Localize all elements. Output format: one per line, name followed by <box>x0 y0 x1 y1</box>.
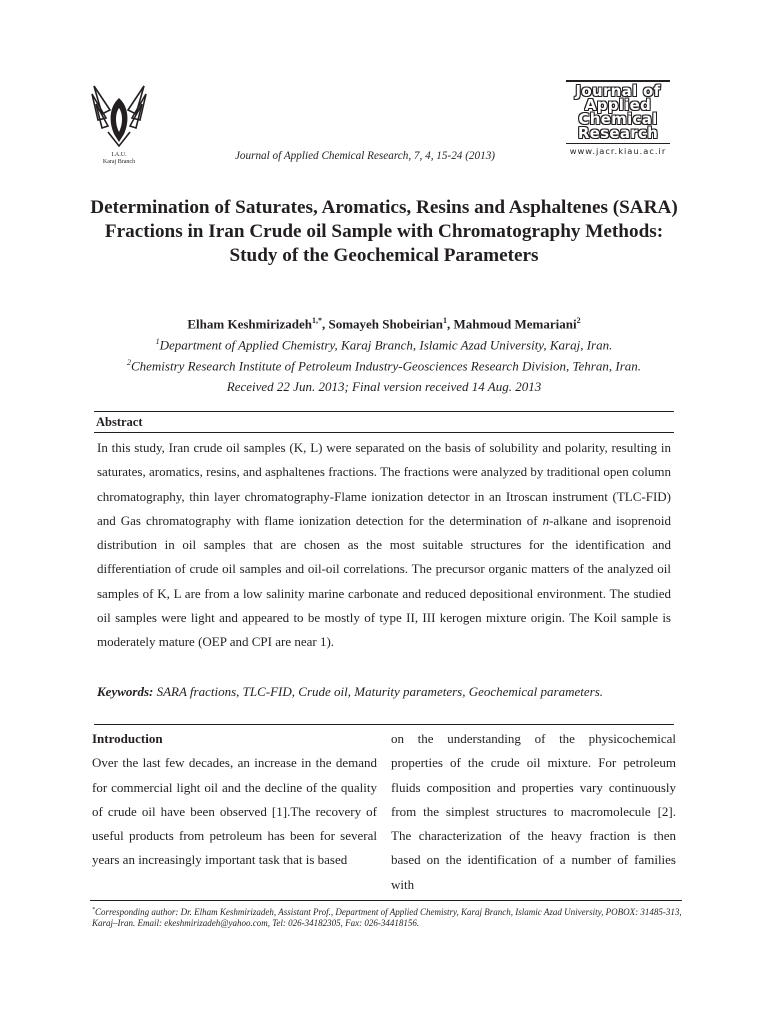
footnote <box>92 905 682 929</box>
author-list <box>80 316 688 332</box>
author-3: Mahmoud Memariani <box>453 316 577 332</box>
intro-heading: Introduction <box>92 731 163 746</box>
journal-url: www.jacr.kiau.ac.ir <box>566 143 670 156</box>
abstract-bottom-rule <box>94 724 674 725</box>
keywords-colon: : <box>149 684 154 699</box>
paper-title: Determination of Saturates, Aromatics, Resins and Asphaltenes (SARA) Fractions in Iran Crude oil Sample with Chromatography Methods: Study of the Geochemical Parameters <box>90 197 678 266</box>
keywords-label: Keywords <box>97 684 149 699</box>
affiliation-1-sup: 1 <box>155 337 160 346</box>
author-2-sup: 1 <box>442 316 447 325</box>
footnote-rule <box>90 900 682 901</box>
keywords-text: SARA fractions, TLC-FID, Crude oil, Maturity parameters, Geochemical parameters. <box>156 684 604 699</box>
affiliation-2-text: Chemistry Research Institute of Petroleum Industry-Geosciences Research Division, Tehran, Iran. <box>130 358 642 374</box>
author-3-sup: 2 <box>576 316 581 325</box>
journal-logo-line-1: Journal of <box>575 82 661 100</box>
abstract-top-rule <box>94 411 674 412</box>
intro-left-column <box>92 727 377 873</box>
affiliation-2 <box>80 358 688 374</box>
author-separator: , <box>446 316 454 332</box>
footnote-text: Corresponding author: Dr. Elham Keshmirizadeh, Assistant Prof., Department of Applied Chemistry, Karaj Branch, Islamic Azad University, POBOX: 31485-313, Karaj–Iran. Email: ekeshmirizadeh@yahoo.com, Tel: 026-34182305, Fax: 026-34418156. <box>92 907 682 928</box>
university-logo <box>88 80 150 166</box>
affiliation-1 <box>80 337 688 353</box>
affiliation-2-sup: 2 <box>126 358 131 367</box>
intro-left-text: Over the last few decades, an increase in the demand for commercial light oil and the decline of the quality of crude oil have been observed [1].The recovery of useful products from petroleum has been for several years an increasingly important task that is based <box>92 755 377 868</box>
author-1-sup: 1,* <box>311 316 322 325</box>
journal-citation: Journal of Applied Chemical Research, 7, 4, 15-24 (2013) <box>234 150 496 162</box>
journal-logo-line-3: Chemical <box>578 110 658 128</box>
intro-right-column <box>391 727 676 897</box>
abstract-heading: Abstract <box>96 415 143 429</box>
abstract-body-part-2: -alkane and isoprenoid distribution in oil samples that are chosen as the most suitable structures for the identification and differentiation of crude oil samples and oil-oil correlations. The precursor organic matters of the analyzed oil samples of K, L are from a low salinity marine carbonate and reduced depositional environment. The studied oil samples were light and appeared to be mostly of type II, III kerogen mixture origin. The Koil sample is moderately mature (OEP and CPI are near 1). <box>97 512 671 650</box>
keywords <box>97 681 671 702</box>
university-logo-label: I.A.U. <box>111 152 127 158</box>
university-logo-sublabel: Karaj Branch <box>102 159 136 165</box>
journal-logo-line-2: Applied <box>584 96 652 114</box>
footnote-marker: * <box>92 907 95 913</box>
journal-logo-line-4: Research <box>577 124 659 142</box>
author-1: Elham Keshmirizadeh <box>187 316 312 332</box>
affiliation-1-text: Department of Applied Chemistry, Karaj Branch, Islamic Azad University, Karaj, Iran. <box>159 337 613 353</box>
abstract-heading-rule <box>94 432 674 433</box>
abstract-body-italic: n <box>542 512 550 528</box>
intro-right-text: on the understanding of the physicochemical properties of the crude oil mixture. For petroleum fluids composition and properties vary continuously from the simplest structures to macromolecule [2]. The characterization of the heavy fraction is then based on the identification of a number of families with <box>391 731 676 892</box>
abstract-body-part-1: In this study, Iran crude oil samples (K, L) were separated on the basis of solubility and polarity, resulting in saturates, aromatics, resins, and asphaltenes fractions. The fractions were analyzed by traditional open column chromatography, thin layer chromatography-Flame ionization detector in an Itroscan instrument (TLC-FID) and Gas chromatography with flame ionization detection for the determination of <box>97 440 671 528</box>
university-emblem-icon <box>88 80 150 150</box>
received-dates: Received 22 Jun. 2013; Final version received 14 Aug. 2013 <box>226 379 542 394</box>
author-separator: , <box>321 316 329 332</box>
abstract-body <box>97 436 671 655</box>
journal-logo <box>566 80 670 156</box>
author-2: Somayeh Shobeirian <box>328 316 443 332</box>
